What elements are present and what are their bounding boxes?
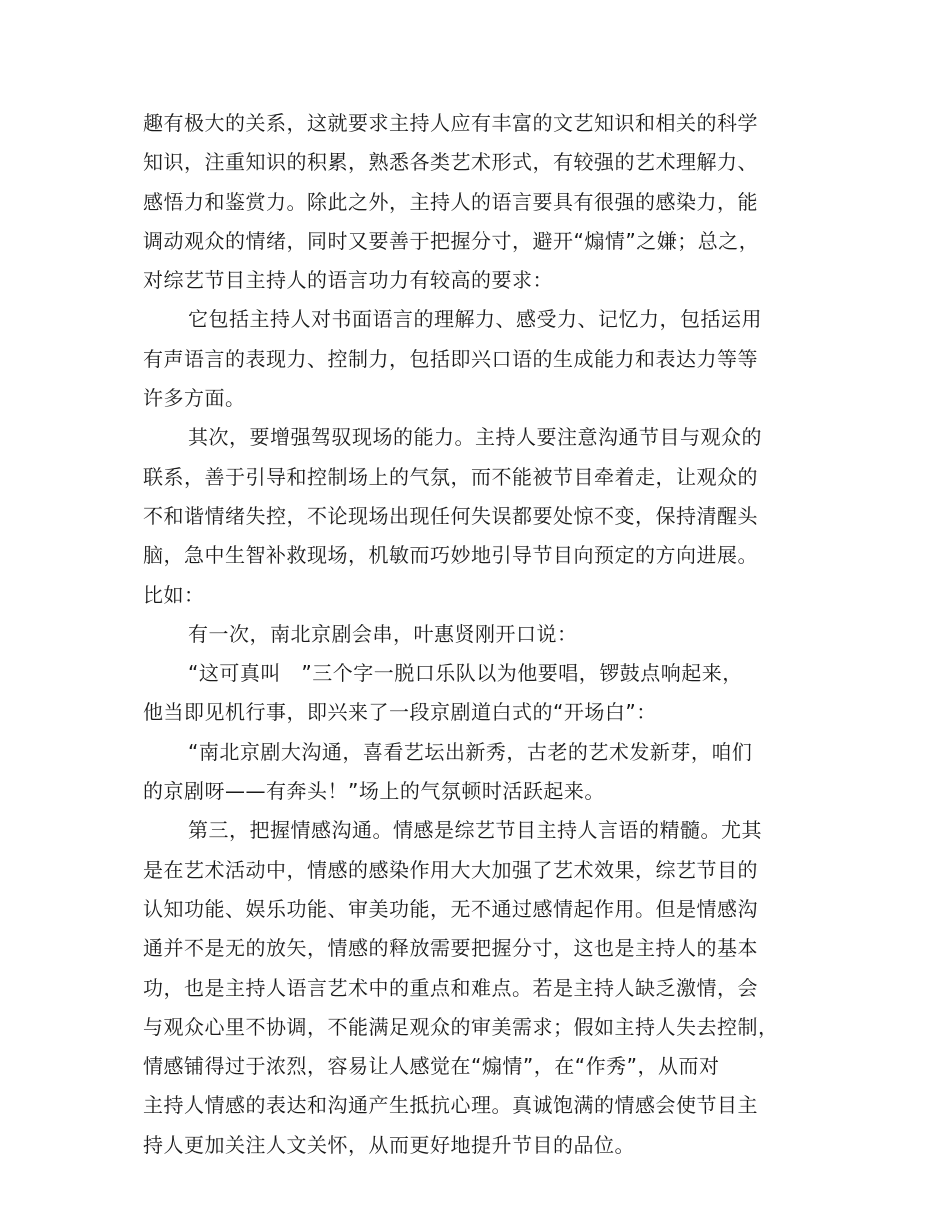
text-line: 比如： [143, 582, 205, 607]
text-line: 情感铺得过于浓烈，容易让人感觉在“煽情”，在“作秀”，从而对 [143, 1054, 720, 1079]
text-line: 持人更加关注人文关怀，从而更好地提升节目的品位。 [143, 1132, 635, 1157]
text-line: 其次，要增强驾驭现场的能力。主持人要注意沟通节目与观众的 [188, 425, 762, 450]
text-line: 脑，急中生智补救现场，机敏而巧妙地引导节目向预定的方向进展。 [143, 543, 758, 568]
text-line: 认知功能、娱乐功能、审美功能，无不通过感情起作用。但是情感沟 [143, 896, 758, 921]
text-line: 许多方面。 [143, 386, 246, 411]
text-line: 主持人情感的表达和沟通产生抵抗心理。真诚饱满的情感会使节目主 [143, 1093, 758, 1118]
text-line: 功，也是主持人语言艺术中的重点和难点。若是主持人缺乏激情，会 [143, 975, 758, 1000]
text-line: 第三，把握情感沟通。情感是综艺节目主持人言语的精髓。尤其 [188, 818, 762, 843]
text-line: 它包括主持人对书面语言的理解力、感受力、记忆力，包括运用 [188, 307, 762, 332]
text-line: 调动观众的情绪，同时又要善于把握分寸，避开“煽情”之嫌；总之， [143, 228, 760, 253]
text-line: “这可真叫 ”三个字一脱口乐队以为他要唱，锣鼓点响起来， [188, 661, 743, 686]
text-line: 联系，善于引导和控制场上的气氛，而不能被节目牵着走，让观众的 [143, 464, 758, 489]
text-line: 感悟力和鉴赏力。除此之外，主持人的语言要具有很强的感染力，能 [143, 189, 758, 214]
text-line: 与观众心里不协调，不能满足观众的审美需求；假如主持人失去控制， [143, 1014, 779, 1039]
text-line: 趣有极大的关系，这就要求主持人应有丰富的文艺知识和相关的科学 [143, 111, 758, 135]
text-line: 通并不是无的放矢，情感的释放需要把握分寸，这也是主持人的基本 [143, 936, 758, 961]
text-line: 对综艺节目主持人的语言功力有较高的要求： [143, 268, 553, 293]
text-line: 是在艺术活动中，情感的感染作用大大加强了艺术效果，综艺节目的 [143, 857, 758, 882]
body-text [143, 104, 803, 1165]
text-line: 知识，注重知识的积累，熟悉各类艺术形式，有较强的艺术理解力、 [143, 150, 758, 175]
text-line: 有一次，南北京剧会串，叶惠贤刚开口说： [188, 621, 578, 646]
text-line: 有声语言的表现力、控制力，包括即兴口语的生成能力和表达力等等 [143, 346, 758, 371]
text-line: 不和谐情绪失控，不论现场出现任何失误都要处惊不变，保持清醒头 [143, 503, 758, 528]
text-line: 的京剧呀——有奔头！”场上的气氛顿时活跃起来。 [143, 779, 605, 804]
text-line: 他当即见机行事，即兴来了一段京剧道白式的“开场白”： [143, 700, 657, 725]
text-line: “南北京剧大沟通，喜看艺坛出新秀，古老的艺术发新芽，咱们 [188, 739, 753, 764]
